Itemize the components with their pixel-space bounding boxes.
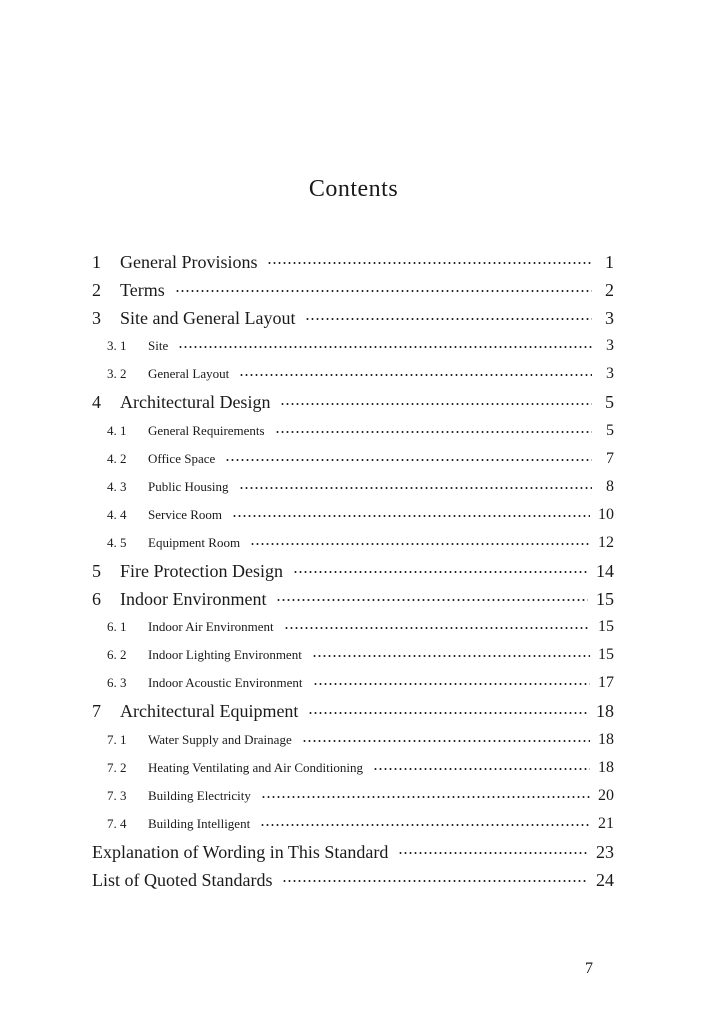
dot-leader <box>225 459 592 461</box>
toc-subentry[interactable] <box>92 810 614 838</box>
toc-entry[interactable] <box>92 585 614 613</box>
toc-subentry[interactable] <box>92 641 614 669</box>
dot-leader <box>175 290 592 292</box>
toc-entry-number: 4. 2 <box>107 450 127 466</box>
toc-entry-page: 21 <box>598 814 614 832</box>
toc-entry-number: 4. 1 <box>107 422 127 438</box>
toc-subentry[interactable] <box>92 726 614 754</box>
toc-entry-number: 7. 2 <box>107 759 127 775</box>
dot-leader <box>232 515 590 517</box>
toc-entry-title: Water Supply and Drainage <box>148 731 292 747</box>
toc-entry-title: Indoor Acoustic Environment <box>148 675 303 691</box>
toc-entry-number: 7. 3 <box>107 787 127 803</box>
toc-subentry[interactable] <box>92 782 614 810</box>
toc-entry-title: Public Housing <box>148 478 229 494</box>
toc-entry-page: 12 <box>598 533 614 551</box>
toc-entry-page: 18 <box>598 730 614 748</box>
toc-entry-page: 23 <box>596 841 614 862</box>
dot-leader <box>302 740 590 742</box>
toc-subentry[interactable] <box>92 613 614 641</box>
toc-entry-number: 7. 1 <box>107 731 127 747</box>
toc-entry-page: 1 <box>605 251 614 272</box>
dot-leader <box>261 796 590 798</box>
toc-entry-number: 7. 4 <box>107 815 127 831</box>
dot-leader <box>293 571 588 573</box>
toc-entry-page: 3 <box>606 365 614 383</box>
toc-entry-page: 24 <box>596 869 614 890</box>
dot-leader <box>313 683 590 685</box>
toc-entry-title: General Provisions <box>120 251 258 272</box>
toc-entry-page: 3 <box>605 307 614 328</box>
toc-entry-page: 8 <box>606 477 614 495</box>
toc-entry-number: 3. 2 <box>107 366 127 382</box>
toc-entry-title: Architectural Equipment <box>120 701 299 722</box>
toc-entry-title: Architectural Design <box>120 392 271 413</box>
toc-entry-number: 3 <box>92 307 101 328</box>
dot-leader <box>312 655 590 657</box>
toc-entry-number: 4. 4 <box>107 506 127 522</box>
toc-entry-page: 17 <box>598 674 614 692</box>
toc-entry-title: Indoor Environment <box>120 588 267 609</box>
toc-entry-page: 15 <box>596 588 614 609</box>
toc-subentry[interactable] <box>92 360 614 388</box>
dot-leader <box>373 768 590 770</box>
toc-subentry[interactable] <box>92 473 614 501</box>
toc-entry-number: 4 <box>92 392 101 413</box>
dot-leader <box>239 374 592 376</box>
table-of-contents <box>92 248 614 894</box>
toc-entry[interactable] <box>92 248 614 276</box>
toc-subentry[interactable] <box>92 754 614 782</box>
toc-entry-number: 4. 3 <box>107 478 127 494</box>
dot-leader <box>398 852 588 854</box>
toc-subentry[interactable] <box>92 529 614 557</box>
toc-entry-page: 10 <box>598 505 614 523</box>
toc-entry-page: 15 <box>598 618 614 636</box>
toc-entry-title: Site <box>148 338 169 354</box>
toc-entry-title: Building Intelligent <box>148 815 251 831</box>
dot-leader <box>305 318 592 320</box>
toc-entry-title: Service Room <box>148 506 223 522</box>
page-number: 7 <box>585 960 593 977</box>
toc-entry-number: 6. 2 <box>107 647 127 663</box>
toc-entry-number: 7 <box>92 701 101 722</box>
toc-entry-title: Equipment Room <box>148 534 241 550</box>
toc-entry-title: Office Space <box>148 450 216 466</box>
dot-leader <box>250 543 590 545</box>
dot-leader <box>282 880 588 882</box>
toc-entry-title: General Layout <box>148 366 230 382</box>
toc-entry-page: 3 <box>606 337 614 355</box>
toc-entry[interactable] <box>92 557 614 585</box>
toc-entry[interactable] <box>92 276 614 304</box>
toc-entry-page: 18 <box>596 701 614 722</box>
dot-leader <box>284 627 590 629</box>
toc-entry-title: Fire Protection Design <box>120 560 283 581</box>
toc-entry-title: Terms <box>120 279 165 300</box>
dot-leader <box>178 346 592 348</box>
toc-entry-page: 5 <box>606 421 614 439</box>
toc-entry-title: Site and General Layout <box>120 307 296 328</box>
toc-subentry[interactable] <box>92 501 614 529</box>
toc-entry-page: 7 <box>606 449 614 467</box>
dot-leader <box>280 403 592 405</box>
toc-entry-title: List of Quoted Standards <box>92 869 273 890</box>
toc-subentry[interactable] <box>92 417 614 445</box>
dot-leader <box>239 487 592 489</box>
toc-entry-page: 18 <box>598 758 614 776</box>
dot-leader <box>276 599 588 601</box>
toc-entry-title: Heating Ventilating and Air Conditioning <box>148 759 363 775</box>
toc-entry-page: 15 <box>598 646 614 664</box>
toc-subentry[interactable] <box>92 669 614 697</box>
toc-entry[interactable] <box>92 698 614 726</box>
dot-leader <box>267 262 592 264</box>
page-title: Contents <box>308 176 399 202</box>
toc-entry-number: 4. 5 <box>107 534 127 550</box>
toc-entry-number: 6 <box>92 588 101 609</box>
toc-entry-number: 2 <box>92 279 101 300</box>
toc-entry-number: 5 <box>92 560 101 581</box>
toc-subentry[interactable] <box>92 332 614 360</box>
toc-subentry[interactable] <box>92 445 614 473</box>
toc-entry-page: 2 <box>605 279 614 300</box>
toc-entry[interactable] <box>92 388 614 416</box>
toc-entry-number: 1 <box>92 251 101 272</box>
toc-entry-page: 5 <box>605 392 614 413</box>
toc-entry[interactable] <box>92 866 614 894</box>
toc-entry-page: 20 <box>598 786 614 804</box>
toc-entry[interactable] <box>92 304 614 332</box>
toc-entry-title: Indoor Air Environment <box>148 619 274 635</box>
toc-entry-title: Indoor Lighting Environment <box>148 647 302 663</box>
toc-entry[interactable] <box>92 838 614 866</box>
toc-entry-number: 3. 1 <box>107 338 127 354</box>
dot-leader <box>260 824 590 826</box>
dot-leader <box>275 431 592 433</box>
toc-entry-page: 14 <box>596 560 614 581</box>
toc-entry-title: Explanation of Wording in This Standard <box>92 841 389 862</box>
toc-entry-title: Building Electricity <box>148 787 251 803</box>
toc-entry-title: General Requirements <box>148 422 265 438</box>
dot-leader <box>308 712 588 714</box>
toc-entry-number: 6. 3 <box>107 675 127 691</box>
toc-entry-number: 6. 1 <box>107 619 127 635</box>
